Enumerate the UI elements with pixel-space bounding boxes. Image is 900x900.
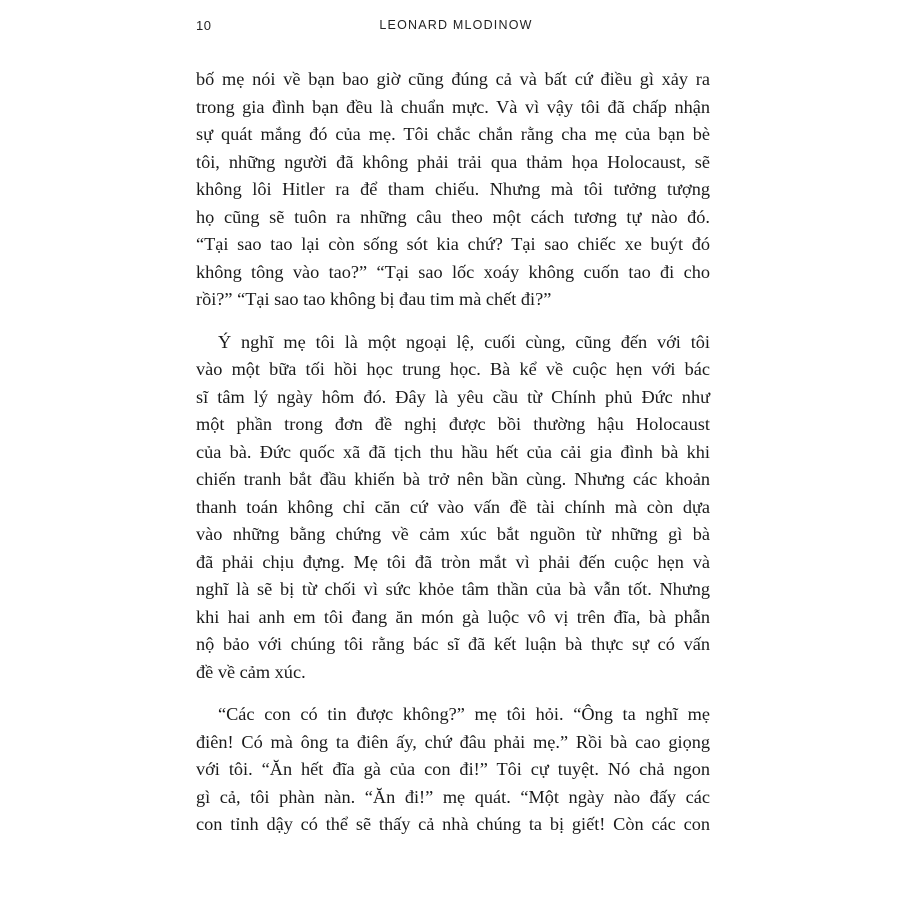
page-header <box>196 18 716 40</box>
text-line: bố mẹ nói về bạn bao giờ cũng đúng cả và bất cứ điều gì xảy ra <box>196 69 710 89</box>
text-line: trong gia đình bạn đều là chuẩn mực. Và vì vậy tôi đã chấp nhận <box>196 96 710 117</box>
paragraph-3 <box>196 701 710 839</box>
text-line: không lôi Hitler ra để tham chiếu. Nhưng mà tôi tưởng tượng <box>196 179 710 199</box>
text-line: đề về cảm xúc. <box>196 661 306 682</box>
text-line: gì cả, tôi phàn nàn. “Ăn đi!” mẹ quát. “Một ngày nào đấy các <box>196 786 710 807</box>
paragraph-1 <box>196 66 710 314</box>
text-line: sĩ tâm lý ngày hôm đó. Đây là yêu cầu từ Chính phủ Đức như <box>196 386 710 407</box>
text-line: một phần trong đơn đề nghị được bồi thường hậu Holocaust <box>196 414 710 434</box>
text-line: Ý nghĩ mẹ tôi là một ngoại lệ, cuối cùng, cũng đến với tôi <box>218 331 710 352</box>
running-head: LEONARD MLODINOW <box>379 18 533 32</box>
text-line: “Tại sao tao lại còn sống sót kia chứ? Tại sao chiếc xe buýt đó <box>196 234 710 254</box>
text-line: nộ bảo với chúng tôi rằng bác sĩ đã kết luận bà thực sự có vấn <box>196 634 710 654</box>
text-line: điên! Có mà ông ta điên ấy, chứ đâu phải mẹ.” Rồi bà cao giọng <box>196 731 710 752</box>
text-line: sự quát mắng đó của mẹ. Tôi chắc chắn rằng cha mẹ của bạn bè <box>196 124 710 144</box>
body-text <box>196 66 710 854</box>
paragraph-2 <box>196 329 710 687</box>
text-line: “Các con có tin được không?” mẹ tôi hỏi. “Ông ta nghĩ mẹ <box>218 704 710 724</box>
text-line: vào những bằng chứng về cảm xúc bắt nguồn từ những gì bà <box>196 524 710 544</box>
text-line: họ cũng sẽ tuôn ra những câu theo một cách tương tự nào đó. <box>196 206 710 227</box>
page-number: 10 <box>196 18 212 33</box>
text-line: nghĩ là sẽ bị từ chối vì sức khỏe tâm thần của bà vẫn tốt. Nhưng <box>196 579 710 599</box>
text-line: với tôi. “Ăn hết đĩa gà của con đi!” Tôi cự tuyệt. Nó chả ngon <box>196 759 710 779</box>
text-line: không tông vào tao?” “Tại sao lốc xoáy không cuốn tao đi cho <box>196 261 710 282</box>
text-line: khi hai anh em tôi đang ăn món gà luộc vô vị trên đĩa, bà phẫn <box>196 606 710 627</box>
text-line: rồi?” “Tại sao tao không bị đau tim mà chết đi?” <box>196 289 552 309</box>
text-line: của bà. Đức quốc xã đã tịch thu hầu hết của cải gia đình bà khi <box>196 441 710 462</box>
text-line: thanh toán không chỉ căn cứ vào vấn đề tài chính mà còn dựa <box>196 496 710 517</box>
text-line: tôi, những người đã không phải trải qua thảm họa Holocaust, sẽ <box>196 151 710 172</box>
text-line: con tỉnh dậy có thể sẽ thấy cả nhà chúng ta bị giết! Còn các con <box>196 814 710 834</box>
text-line: đã phải chịu đựng. Mẹ tôi đã tròn mắt vì phải đến cuộc hẹn và <box>196 551 710 572</box>
text-line: chiến tranh bắt đầu khiến bà trở nên bần cùng. Nhưng các khoản <box>196 469 710 489</box>
text-line: vào một bữa tối hồi học trung học. Bà kể về cuộc hẹn với bác <box>196 359 710 379</box>
